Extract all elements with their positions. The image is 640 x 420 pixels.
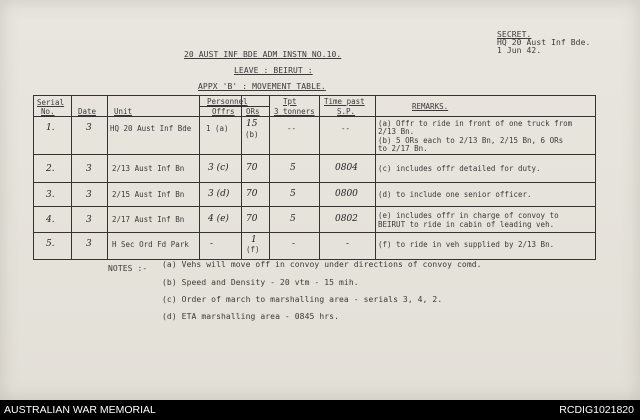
row2-time: 0804 [335, 163, 358, 173]
row1-date: 3 [86, 123, 92, 133]
note-a: (a) Vehs will move off in convoy under directions of convoy comd. [162, 260, 482, 269]
row5-date: 3 [86, 239, 92, 249]
row4-tpt: 5 [290, 214, 296, 224]
row2-date: 3 [86, 164, 92, 174]
footer-id: RCDIG1021820 [559, 404, 634, 416]
row5-offrs: - [210, 239, 214, 249]
row4-remark-1: (e) includes offr in charge of convoy to [378, 211, 559, 220]
row4-offrs: 4 (e) [208, 214, 229, 224]
row3-remark-1: (d) to include one senior officer. [378, 190, 532, 199]
document-title: 20 AUST INF BDE ADM INSTN NO.10. [184, 50, 342, 59]
row1-tpt: -- [287, 124, 297, 133]
row1-remark-1: (a) Offr to ride in front of one truck from [378, 119, 573, 128]
classification-stamp: SECRET. [497, 30, 532, 39]
row2-serial: 2. [46, 164, 55, 174]
row5-serial: 5. [46, 239, 55, 249]
row2-remark-1: (c) includes offr detailed for duty. [378, 164, 541, 173]
row5-unit: H Sec Ord Fd Park [112, 240, 189, 249]
row5-tpt: - [292, 239, 296, 249]
row4-ors: 70 [246, 214, 258, 224]
row4-time: 0802 [335, 214, 358, 224]
row4-serial: 4. [46, 215, 55, 225]
row3-offrs: 3 (d) [208, 189, 230, 199]
row1-ors-note: (b) [245, 130, 259, 139]
note-c: (c) Order of march to marshalling area - serials 3, 4, 2. [162, 295, 443, 304]
row3-date: 3 [86, 190, 92, 200]
row1-remark-4: to 2/17 Bn. [378, 144, 428, 153]
header-serial: Serial [37, 98, 65, 107]
row2-offrs: 3 (c) [208, 163, 229, 173]
row3-ors: 70 [246, 189, 258, 199]
corner-hq: HQ 20 Aust Inf Bde. [497, 38, 591, 47]
row1-remark-3: (b) 5 ORs each to 2/13 Bn, 2/15 Bn, 6 ORs [378, 136, 564, 145]
header-remarks: REMARKS. [412, 102, 449, 111]
row3-serial: 3. [46, 190, 55, 200]
row5-ors-note: (f) [246, 245, 260, 254]
row2-unit: 2/13 Aust Inf Bn [112, 164, 185, 173]
row3-time: 0800 [335, 189, 358, 199]
header-sp: S.P. [337, 107, 356, 116]
row4-date: 3 [86, 215, 92, 225]
row1-unit: HQ 20 Aust Inf Bde [110, 124, 192, 133]
row5-ors: 1 [251, 235, 257, 245]
header-tonners: 3 tonners [274, 107, 315, 116]
appendix-heading: APPX 'B' : MOVEMENT TABLE. [198, 82, 326, 91]
header-no: No. [41, 107, 55, 116]
document-subtitle: LEAVE : BEIRUT : [234, 66, 313, 75]
row2-ors: 70 [246, 163, 258, 173]
row1-remark-2: 2/13 Bn. [378, 127, 415, 136]
row2-tpt: 5 [290, 163, 296, 173]
header-tpt: Tpt [283, 97, 297, 106]
archive-footer [0, 400, 640, 420]
row5-remark-1: (f) to ride in veh supplied by 2/13 Bn. [378, 240, 555, 249]
row3-tpt: 5 [290, 189, 296, 199]
header-unit: Unit [114, 107, 133, 116]
row1-ors: 15 [246, 119, 258, 129]
header-ors: ORs [246, 107, 260, 116]
row5-time: - [346, 239, 350, 249]
header-date: Date [78, 107, 97, 116]
movement-table [33, 95, 596, 260]
note-d: (d) ETA marshalling area - 0845 hrs. [162, 312, 339, 321]
row1-time: -- [341, 124, 351, 133]
note-b: (b) Speed and Density - 20 vtm - 15 mih. [162, 278, 359, 287]
header-offrs: Offrs [212, 107, 235, 116]
row1-offrs: 1 (a) [206, 124, 229, 133]
notes-label: NOTES :- [108, 264, 148, 273]
row4-unit: 2/17 Aust Inf Bn [112, 215, 185, 224]
corner-date: 1 Jun 42. [497, 46, 542, 55]
header-time: Time past [324, 97, 365, 106]
row1-serial: 1. [46, 123, 55, 133]
header-personnel: Personnel [207, 97, 248, 106]
row3-unit: 2/15 Aust Inf Bn [112, 190, 185, 199]
row4-remark-2: BEIRUT to ride in cabin of leading veh. [378, 220, 555, 229]
footer-source: AUSTRALIAN WAR MEMORIAL [4, 404, 156, 416]
